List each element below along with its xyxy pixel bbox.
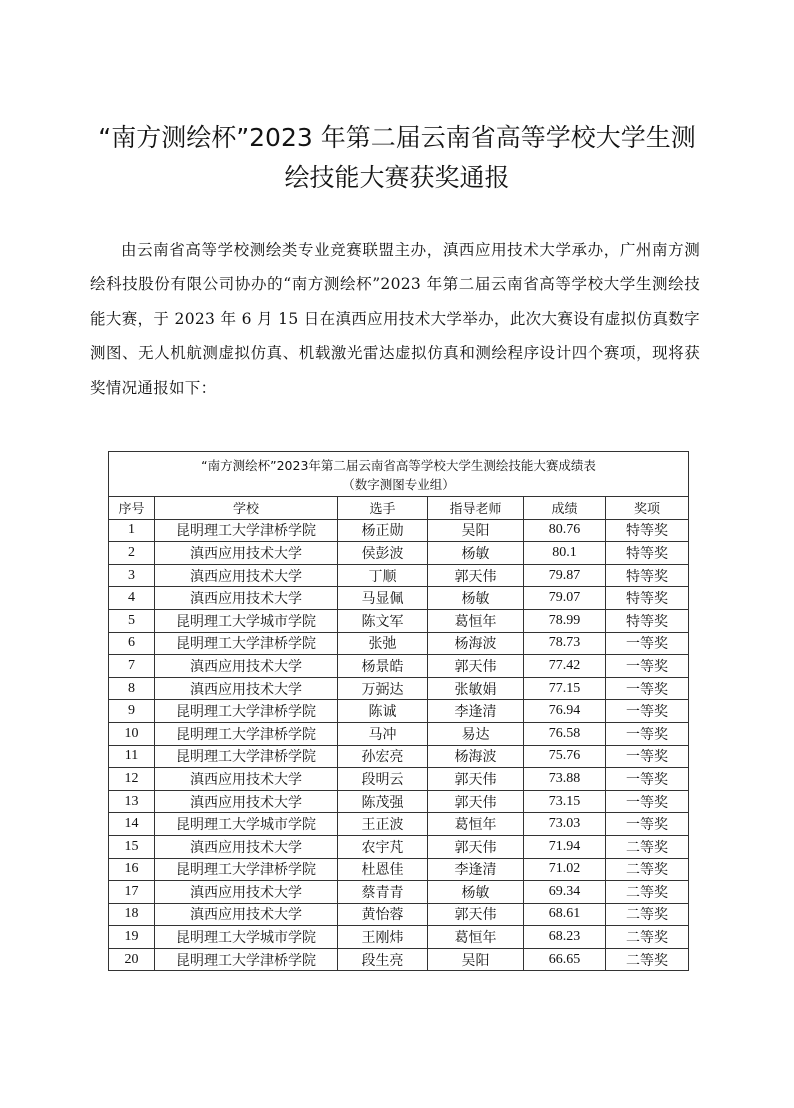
cell-school: 昆明理工大学津桥学院 (155, 722, 338, 745)
table-row (109, 948, 689, 971)
cell-score: 66.65 (524, 948, 606, 971)
header-index: 序号 (109, 497, 155, 520)
cell-award: 一等奖 (606, 813, 689, 836)
cell-contestant: 王刚炜 (338, 926, 428, 949)
table-row (109, 564, 689, 587)
cell-score: 80.1 (524, 542, 606, 565)
cell-school: 滇西应用技术大学 (155, 903, 338, 926)
cell-score: 73.15 (524, 790, 606, 813)
cell-score: 78.99 (524, 609, 606, 632)
table-row (109, 926, 689, 949)
cell-award: 一等奖 (606, 700, 689, 723)
cell-school: 滇西应用技术大学 (155, 768, 338, 791)
cell-award: 一等奖 (606, 722, 689, 745)
cell-contestant: 侯彭波 (338, 542, 428, 565)
cell-advisor: 吴阳 (428, 519, 524, 542)
table-row (109, 835, 689, 858)
cell-contestant: 万弼达 (338, 677, 428, 700)
cell-index: 10 (109, 722, 155, 745)
cell-contestant: 杨正勋 (338, 519, 428, 542)
cell-school: 滇西应用技术大学 (155, 564, 338, 587)
table-caption-line-2: （数字测图专业组） (342, 477, 455, 492)
cell-index: 8 (109, 677, 155, 700)
cell-score: 77.15 (524, 677, 606, 700)
cell-advisor: 李逢清 (428, 700, 524, 723)
table-header-row (109, 497, 689, 520)
header-score: 成绩 (524, 497, 606, 520)
cell-award: 一等奖 (606, 677, 689, 700)
cell-score: 68.23 (524, 926, 606, 949)
table-row (109, 519, 689, 542)
title-line-2: 绘技能大赛获奖通报 (284, 163, 510, 192)
cell-advisor: 杨海波 (428, 632, 524, 655)
cell-school: 滇西应用技术大学 (155, 677, 338, 700)
cell-index: 20 (109, 948, 155, 971)
table-row (109, 813, 689, 836)
header-award: 奖项 (606, 497, 689, 520)
cell-award: 特等奖 (606, 542, 689, 565)
cell-advisor: 易达 (428, 722, 524, 745)
cell-award: 一等奖 (606, 655, 689, 678)
cell-index: 12 (109, 768, 155, 791)
cell-score: 77.42 (524, 655, 606, 678)
cell-advisor: 郭天伟 (428, 768, 524, 791)
cell-school: 滇西应用技术大学 (155, 587, 338, 610)
cell-advisor: 郭天伟 (428, 903, 524, 926)
cell-index: 5 (109, 609, 155, 632)
table-row (109, 881, 689, 904)
cell-advisor: 郭天伟 (428, 790, 524, 813)
cell-score: 80.76 (524, 519, 606, 542)
cell-contestant: 丁顺 (338, 564, 428, 587)
cell-school: 昆明理工大学津桥学院 (155, 632, 338, 655)
cell-school: 滇西应用技术大学 (155, 655, 338, 678)
cell-index: 16 (109, 858, 155, 881)
cell-award: 一等奖 (606, 745, 689, 768)
document-title (90, 118, 704, 198)
cell-score: 79.87 (524, 564, 606, 587)
table-row (109, 700, 689, 723)
cell-award: 二等奖 (606, 926, 689, 949)
cell-score: 76.58 (524, 722, 606, 745)
cell-index: 14 (109, 813, 155, 836)
cell-index: 15 (109, 835, 155, 858)
cell-score: 79.07 (524, 587, 606, 610)
cell-score: 75.76 (524, 745, 606, 768)
cell-award: 二等奖 (606, 903, 689, 926)
table-row (109, 790, 689, 813)
cell-score: 69.34 (524, 881, 606, 904)
cell-school: 昆明理工大学津桥学院 (155, 745, 338, 768)
header-advisor: 指导老师 (428, 497, 524, 520)
cell-contestant: 孙宏亮 (338, 745, 428, 768)
cell-score: 76.94 (524, 700, 606, 723)
cell-score: 73.03 (524, 813, 606, 836)
cell-index: 19 (109, 926, 155, 949)
cell-school: 昆明理工大学津桥学院 (155, 519, 338, 542)
cell-school: 昆明理工大学津桥学院 (155, 858, 338, 881)
cell-advisor: 李逢清 (428, 858, 524, 881)
table-row (109, 609, 689, 632)
cell-index: 2 (109, 542, 155, 565)
cell-school: 滇西应用技术大学 (155, 790, 338, 813)
cell-contestant: 杨景皓 (338, 655, 428, 678)
cell-school: 昆明理工大学津桥学院 (155, 948, 338, 971)
cell-index: 17 (109, 881, 155, 904)
cell-contestant: 杜恩佳 (338, 858, 428, 881)
cell-school: 昆明理工大学城市学院 (155, 609, 338, 632)
cell-contestant: 马冲 (338, 722, 428, 745)
cell-contestant: 黄怡蓉 (338, 903, 428, 926)
cell-index: 3 (109, 564, 155, 587)
cell-school: 滇西应用技术大学 (155, 542, 338, 565)
title-line-1: “南方测绘杯”2023 年第二届云南省高等学校大学生测 (98, 123, 696, 152)
cell-contestant: 张弛 (338, 632, 428, 655)
table-row (109, 903, 689, 926)
cell-score: 73.88 (524, 768, 606, 791)
cell-contestant: 段明云 (338, 768, 428, 791)
cell-advisor: 杨敏 (428, 881, 524, 904)
cell-score: 78.73 (524, 632, 606, 655)
cell-advisor: 葛恒年 (428, 609, 524, 632)
cell-contestant: 陈文军 (338, 609, 428, 632)
cell-award: 一等奖 (606, 632, 689, 655)
cell-score: 71.94 (524, 835, 606, 858)
cell-contestant: 蔡青青 (338, 881, 428, 904)
cell-school: 昆明理工大学津桥学院 (155, 700, 338, 723)
cell-award: 二等奖 (606, 835, 689, 858)
cell-score: 68.61 (524, 903, 606, 926)
table-caption-line-1: “南方测绘杯”2023年第二届云南省高等学校大学生测绘技能大赛成绩表 (201, 458, 596, 473)
cell-contestant: 陈茂强 (338, 790, 428, 813)
cell-contestant: 马显佩 (338, 587, 428, 610)
table-row (109, 587, 689, 610)
cell-award: 特等奖 (606, 564, 689, 587)
score-table (108, 451, 689, 971)
cell-index: 6 (109, 632, 155, 655)
cell-advisor: 杨敏 (428, 587, 524, 610)
header-contestant: 选手 (338, 497, 428, 520)
table-row (109, 542, 689, 565)
cell-advisor: 吴阳 (428, 948, 524, 971)
table-caption (109, 452, 689, 497)
cell-school: 昆明理工大学城市学院 (155, 926, 338, 949)
cell-advisor: 郭天伟 (428, 564, 524, 587)
cell-school: 昆明理工大学城市学院 (155, 813, 338, 836)
cell-advisor: 张敏娟 (428, 677, 524, 700)
cell-advisor: 杨海波 (428, 745, 524, 768)
cell-score: 71.02 (524, 858, 606, 881)
cell-advisor: 杨敏 (428, 542, 524, 565)
cell-school: 滇西应用技术大学 (155, 835, 338, 858)
table-row (109, 768, 689, 791)
cell-index: 11 (109, 745, 155, 768)
cell-advisor: 郭天伟 (428, 655, 524, 678)
cell-award: 特等奖 (606, 587, 689, 610)
cell-index: 1 (109, 519, 155, 542)
cell-advisor: 郭天伟 (428, 835, 524, 858)
cell-award: 特等奖 (606, 519, 689, 542)
cell-index: 9 (109, 700, 155, 723)
cell-award: 一等奖 (606, 768, 689, 791)
cell-award: 特等奖 (606, 609, 689, 632)
cell-index: 4 (109, 587, 155, 610)
cell-contestant: 农宇芃 (338, 835, 428, 858)
cell-school: 滇西应用技术大学 (155, 881, 338, 904)
cell-index: 18 (109, 903, 155, 926)
table-row (109, 655, 689, 678)
cell-contestant: 王正波 (338, 813, 428, 836)
cell-index: 13 (109, 790, 155, 813)
cell-award: 二等奖 (606, 881, 689, 904)
cell-advisor: 葛恒年 (428, 813, 524, 836)
cell-contestant: 陈诚 (338, 700, 428, 723)
cell-contestant: 段生亮 (338, 948, 428, 971)
table-row (109, 677, 689, 700)
table-body (109, 519, 689, 971)
intro-paragraph: 由云南省高等学校测绘类专业竞赛联盟主办，滇西应用技术大学承办，广州南方测绘科技股份有限公司协办的“南方测绘杯”2023 年第二届云南省高等学校大学生测绘技能大赛，于 2023 年 6 月 15 日在滇西应用技术大学举办，此次大赛设有虚拟仿真数字测图、无人机航测虚拟仿真、机载激光雷达虚拟仿真和测绘程序设计四个赛项，现将获奖情况通报如下： (90, 240, 700, 397)
cell-advisor: 葛恒年 (428, 926, 524, 949)
header-school: 学校 (155, 497, 338, 520)
table-row (109, 858, 689, 881)
cell-award: 二等奖 (606, 858, 689, 881)
table-row (109, 745, 689, 768)
cell-award: 一等奖 (606, 790, 689, 813)
table-row (109, 722, 689, 745)
cell-index: 7 (109, 655, 155, 678)
cell-award: 二等奖 (606, 948, 689, 971)
table-row (109, 632, 689, 655)
